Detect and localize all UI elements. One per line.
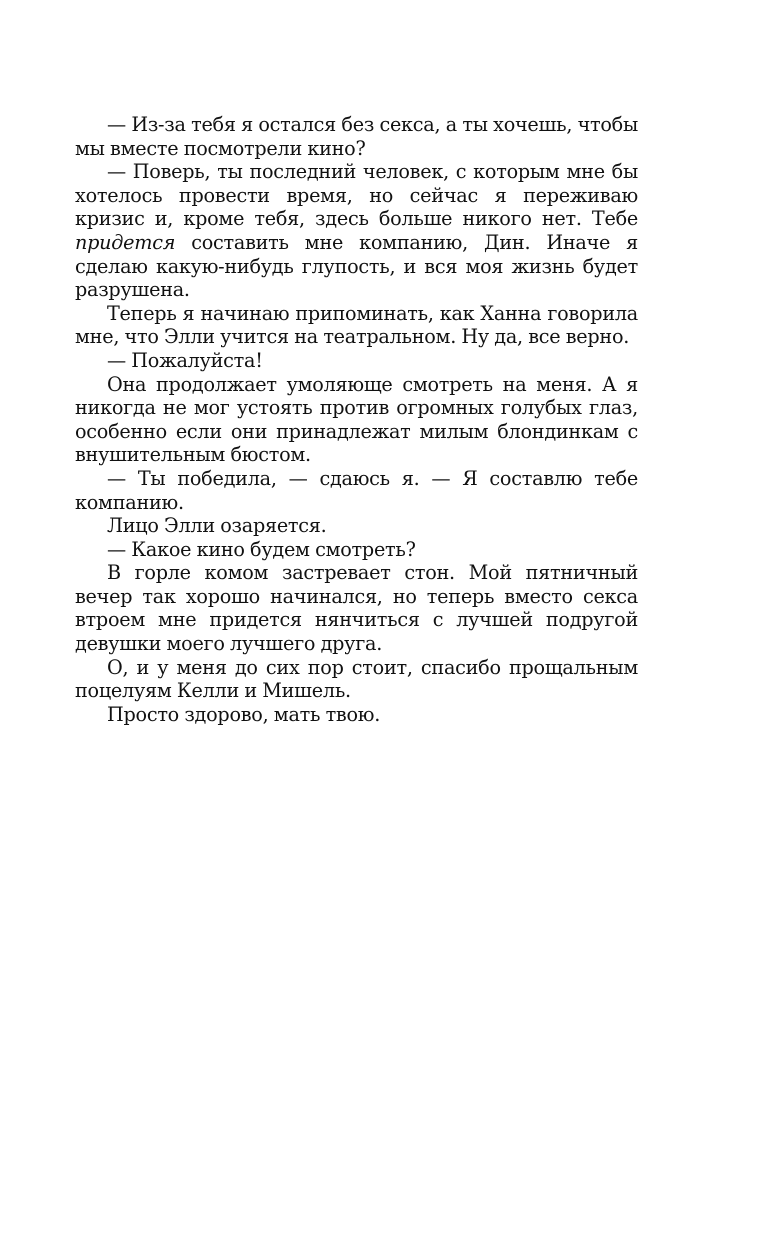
page-body [75,113,638,726]
paragraph: — Какое кино будем смотреть? [107,537,416,561]
paragraph: Она продолжает умоляюще смотреть на меня. А я никогда не мог устоять против огромных голубых глаз, особенно если они принадлежат милым блондинкам с внушительным бюстом. [75,372,638,467]
paragraph: Лицо Элли озаряется. [107,514,327,538]
paragraph-text: составить мне компанию, Дин. Иначе я сделаю какую-нибудь глупость, и вся моя жизнь будет разрушена. [75,230,638,302]
paragraph [75,160,638,302]
paragraph: О, и у меня до сих пор стоит, спасибо прощальным поцелуям Келли и Мишель. [75,655,638,703]
paragraph: — Из-за тебя я остался без секса, а ты хочешь, чтобы мы вместе посмотрели кино? [75,113,638,160]
paragraph-text: — Поверь, ты последний человек, с которым мне бы хотелось провести время, но сейчас я переживаю кризис и, кроме тебя, здесь больше никого нет. Тебе [75,160,638,231]
paragraph: — Ты победила, — сдаюсь я. — Я составлю тебе компанию. [75,466,638,514]
paragraph: — Пожалуйста! [107,348,263,372]
paragraph: В горле комом застревает стон. Мой пятничный вечер так хорошо начинался, но теперь вместо секса втроем мне придется нянчиться с лучшей подругой девушки моего лучшего друга. [75,561,638,656]
paragraph: Теперь я начинаю припоминать, как Ханна говорила мне, что Элли учится на театральном. Ну да, все верно. [75,301,638,349]
paragraph: Просто здорово, мать твою. [107,702,381,726]
emphasized-word: придется [75,230,176,254]
